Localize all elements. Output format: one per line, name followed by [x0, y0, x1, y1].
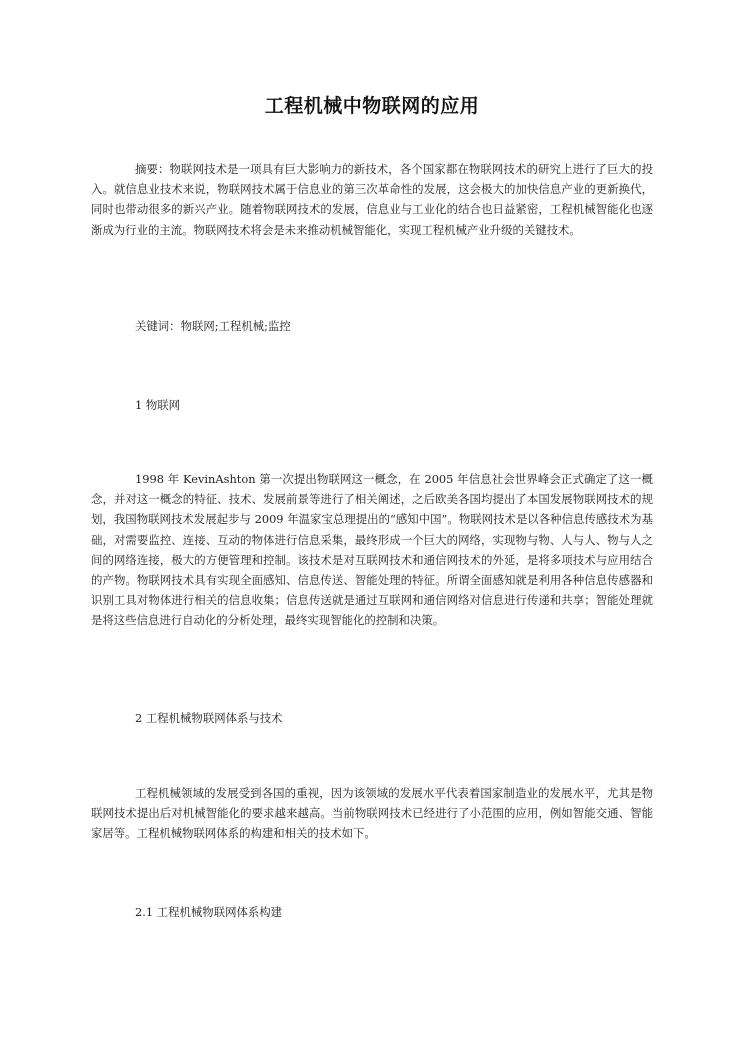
keywords-line: 关键词：物联网;工程机械;监控	[135, 319, 291, 333]
section-2-1-heading: 2.1 工程机械物联网体系构建	[135, 905, 283, 919]
section-2-paragraph: 工程机械领域的发展受到各国的重视，因为该领域的发展水平代表着国家制造业的发展水平，尤其是物联网技术提出后对机械智能化的要求越来越高。当前物联网技术已经进行了小范围的应用，例如智能交通、智能家居等。工程机械物联网体系的构建和相关的技术如下。	[91, 786, 653, 841]
section-2-heading: 2 工程机械物联网体系与技术	[135, 711, 283, 725]
section-1-heading: 1 物联网	[135, 398, 181, 412]
abstract-paragraph: 摘要：物联网技术是一项具有巨大影响力的新技术，各个国家都在物联网技术的研究上进行了巨大的投入。就信息业技术来说，物联网技术属于信息业的第三次革命性的发展，这会极大的加快信息产业的更新换代，同时也带动很多的新兴产业。随着物联网技术的发展，信息业与工业化的结合也日益紧密，工程机械智能化也逐渐成为行业的主流。物联网技术将会是未来推动机械智能化，实现工程机械产业升级的关键技术。	[91, 162, 653, 237]
section-1-paragraph: 1998 年 KevinAshton 第一次提出物联网这一概念，在 2005 年信息社会世界峰会正式确定了这一概念，并对这一概念的特征、技术、发展前景等进行了相关阐述，之后欧美各国均提出了本国发展物联网技术的规划，我国物联网技术发展起步与 2009 年温家宝总理提出的“感知中国”。物联网技术是以各种信息传感技术为基础，对需要监控、连接、互动的物体进行信息采集，最终形成一个巨大的网络，实现物与物、人与人、物与人之间的网络连接，极大的方便管理和控制。该技术是对互联网技术和通信网技术的外延，是将多项技术与应用结合的产物。物联网技术具有实现全面感知、信息传送、智能处理的特征。所谓全面感知就是利用各种信息传感器和识别工具对物体进行相关的信息收集；信息传送就是通过互联网和通信网络对信息进行传递和共享；智能处理就是将这些信息进行自动化的分析处理，最终实现智能化的控制和决策。	[91, 472, 653, 628]
document-title: 工程机械中物联网的应用	[264, 95, 480, 117]
